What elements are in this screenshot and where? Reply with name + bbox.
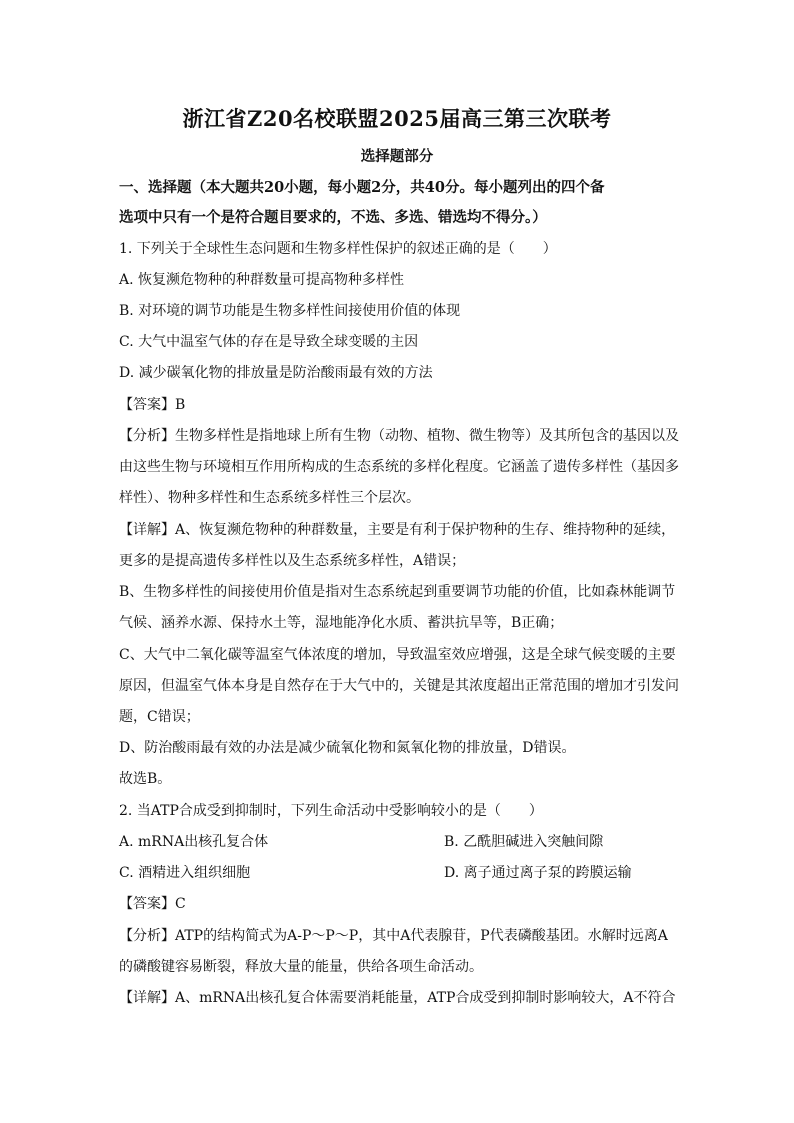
question-1-option-a: A. 恢复濒危物种的种群数量可提高物种多样性 [119,272,405,288]
question-2-analysis-line-2: 的磷酸键容易断裂，释放大量的能量，供给各项生命活动。 [119,959,483,975]
question-2-option-b: B. 乙酰胆碱进入突触间隙 [444,834,604,850]
question-2-option-c: C. 酒精进入组织细胞 [119,865,251,881]
question-2-detail-line-1: 【详解】A、mRNA出核孔复合体需要消耗能量，ATP合成受到抑制时影响较大，A不符合 [119,990,676,1006]
question-1-option-d: D. 减少碳氧化物的排放量是防治酸雨最有效的方法 [119,365,433,381]
question-1-detail-line-5: C、大气中二氧化碳等温室气体浓度的增加，导致温室效应增强，这是全球气候变暖的主要 [119,647,676,663]
question-1-answer: 【答案】B [119,397,186,413]
question-1-analysis-line-1: 【分析】生物多样性是指地球上所有生物（动物、植物、微生物等）及其所包含的基因以及 [119,428,679,444]
question-1-detail-line-2: 更多的是提高遗传多样性以及生态系统多样性，A错误； [119,553,466,569]
question-1-detail-line-3: B、生物多样性的间接使用价值是指对生态系统起到重要调节功能的价值，比如森林能调节 [119,584,676,600]
question-1-stem: 1. 下列关于全球性生态问题和生物多样性保护的叙述正确的是（ ） [119,241,557,257]
question-2-analysis-line-1: 【分析】ATP的结构简式为A-P～P～P，其中A代表腺苷，P代表磷酸基团。水解时远离A [119,928,668,944]
question-2-option-d: D. 离子通过离子泵的跨膜运输 [444,865,632,881]
question-1-detail-line-4: 气候、涵养水源、保持水土等，湿地能净化水质、蓄洪抗旱等，B正确； [119,615,564,631]
question-2-option-a: A. mRNA出核孔复合体 [119,834,269,850]
page-title: 浙江省Z20名校联盟2025届高三第三次联考 [182,106,612,131]
question-1-detail-line-6: 原因，但温室气体本身是自然存在于大气中的，关键是其浓度超出正常范围的增加才引发问 [119,678,679,694]
section-instruction-line-1: 一、选择题（本大题共20小题，每小题2分，共40分。每小题列出的四个备 [119,179,605,196]
question-2-answer: 【答案】C [119,896,186,912]
question-1-detail-line-7: 题，C错误； [119,709,200,725]
question-1-detail-line-8: D、防治酸雨最有效的办法是减少硫氧化物和氮氧化物的排放量，D错误。 [119,740,576,756]
question-1-option-c: C. 大气中温室气体的存在是导致全球变暖的主因 [119,334,419,350]
question-1-analysis-line-3: 样性）、物种多样性和生态系统多样性三个层次。 [119,490,420,506]
section-instruction-line-2: 选项中只有一个是符合题目要求的，不选、多选、错选均不得分。） [119,209,547,226]
question-1-detail-line-1: 【详解】A、恢复濒危物种的种群数量，主要是有利于保护物种的生存、维持物种的延续， [119,522,676,538]
section-subtitle: 选择题部分 [360,148,434,165]
question-1-conclusion: 故选B。 [119,771,172,787]
question-1-analysis-line-2: 由这些生物与环境相互作用所构成的生态系统的多样化程度。它涵盖了遗传多样性（基因多 [119,459,679,475]
question-2-stem: 2. 当ATP合成受到抑制时，下列生命活动中受影响较小的是（ ） [119,803,543,819]
question-1-option-b: B. 对环境的调节功能是生物多样性间接使用价值的体现 [119,303,461,319]
